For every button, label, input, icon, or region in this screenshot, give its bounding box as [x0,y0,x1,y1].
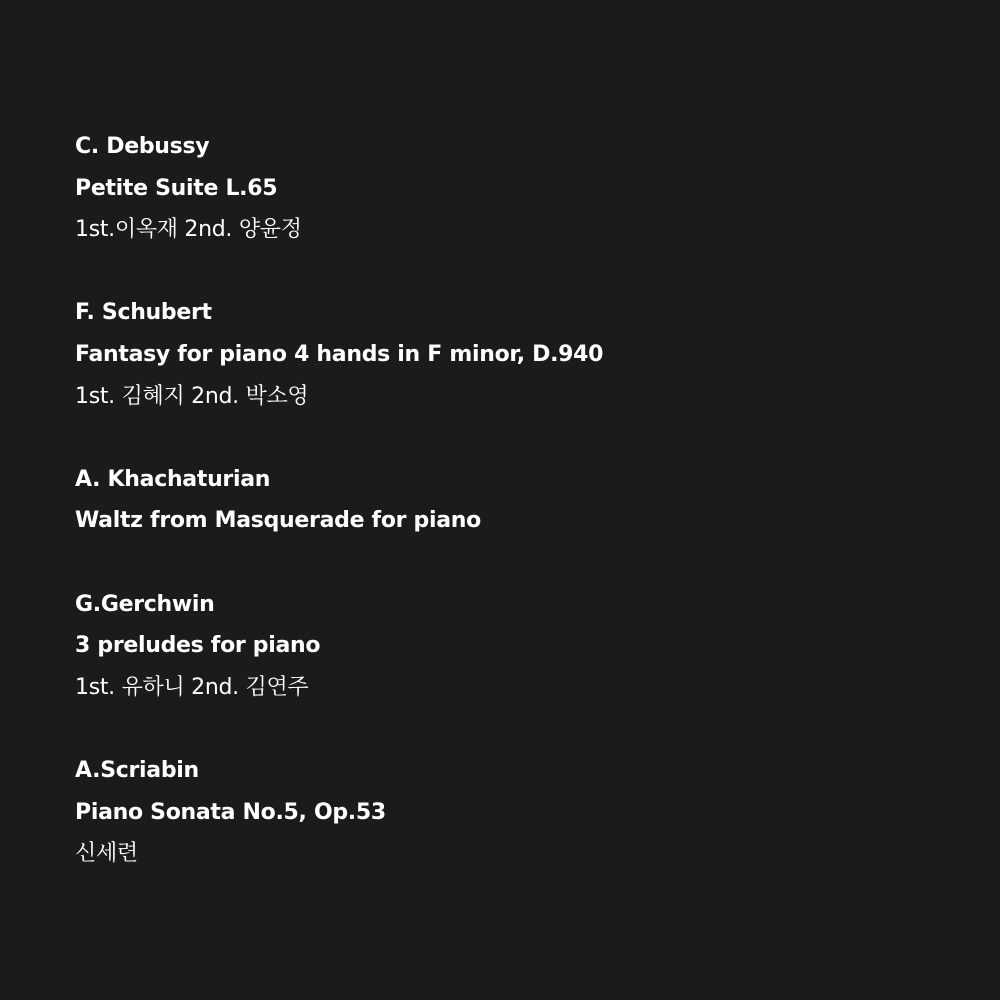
performers-line: 1st. 김혜지 2nd. 박소영 [75,383,309,409]
section-spacer [75,708,935,750]
performers-line: 신세련 [75,841,138,867]
composer-name: F. Schubert [75,300,212,326]
program-piece-khachaturian [75,459,935,542]
program-piece-scriabin [75,750,935,875]
piece-title: Fantasy for piano 4 hands in F minor, D.940 [75,341,604,367]
program-piece-debussy [75,126,935,251]
section-spacer [75,542,935,584]
composer-name: A. Khachaturian [75,466,271,492]
program-piece-schubert [75,292,935,417]
section-spacer [75,417,935,459]
composer-name: C. Debussy [75,134,210,159]
piece-title: Piano Sonata No.5, Op.53 [75,799,386,825]
composer-name: A.Scriabin [75,757,199,783]
piece-title: Petite Suite L.65 [75,175,278,201]
program-piece-gershwin [75,584,935,709]
section-spacer [75,251,935,293]
composer-name: G.Gerchwin [75,591,215,617]
performers-line: 1st. 유하니 2nd. 김연주 [75,674,309,700]
performers-line: 1st.이옥재 2nd. 양윤정 [75,217,302,243]
piece-title: Waltz from Masquerade for piano [75,508,481,534]
concert-program [75,126,935,875]
piece-title: 3 preludes for piano [75,633,321,659]
